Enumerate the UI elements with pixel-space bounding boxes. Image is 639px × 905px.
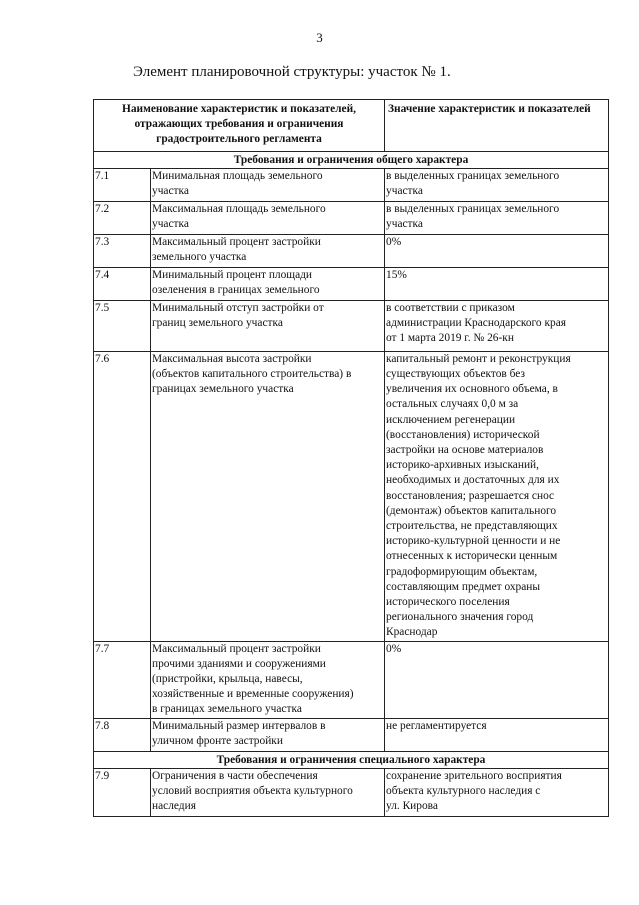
row-characteristic: Максимальный процент застройки прочими зданиями и сооружениями (пристройки, крыльца, навесы, хозяйственные и временные сооружения) в границах земельного участка (151, 641, 385, 718)
table-row (94, 267, 609, 300)
table-row (94, 201, 609, 234)
row-characteristic: Минимальная площадь земельного участка (151, 168, 385, 201)
page-number: 3 (316, 30, 323, 45)
section-row-general (94, 151, 609, 168)
row-value: капитальный ремонт и реконструкция существующих объектов без увеличения их основного объема, в остальных случаях 0,0 м за исключением регенерации (восстановления) исторической застройки на основе материалов историко-архивных изысканий, необходимых и достаточных для их восстановления; разрешается снос (демонтаж) объектов капитального строительства, не представляющих историко-культурной ценности и не отнесенных к исторически ценным градоформирующим объектам, составляющим предмет охраны исторического поселения регионального значения город Краснодар (385, 351, 609, 641)
row-characteristic: Максимальная высота застройки (объектов капитального строительства) в границах земельного участка (151, 351, 385, 641)
table-row (94, 351, 609, 641)
row-value: в выделенных границах земельного участка (385, 201, 609, 234)
row-value: в соответствии с приказом администрации Краснодарского края от 1 марта 2019 г. № 26-кн (385, 300, 609, 351)
row-value: не регламентируется (385, 718, 609, 751)
row-value: 15% (385, 267, 609, 300)
row-characteristic: Ограничения в части обеспечения условий восприятия объекта культурного наследия (151, 768, 385, 816)
section-general-title: Требования и ограничения общего характера (94, 151, 609, 168)
row-number: 7.1 (94, 168, 151, 201)
table-row (94, 641, 609, 718)
table-row (94, 718, 609, 751)
table-row (94, 168, 609, 201)
header-values: Значение характеристик и показателей (385, 100, 609, 152)
element-title: Элемент планировочной структуры: участок № 1. (133, 64, 451, 80)
row-characteristic: Минимальный процент площади озеленения в границах земельного (151, 267, 385, 300)
row-value: в выделенных границах земельного участка (385, 168, 609, 201)
requirements-table (93, 99, 609, 817)
row-value: сохранение зрительного восприятия объекта культурного наследия с ул. Кирова (385, 768, 609, 816)
row-characteristic: Максимальная площадь земельного участка (151, 201, 385, 234)
row-characteristic: Минимальный отступ застройки от границ земельного участка (151, 300, 385, 351)
row-characteristic: Максимальный процент застройки земельного участка (151, 234, 385, 267)
row-number: 7.9 (94, 768, 151, 816)
row-number: 7.8 (94, 718, 151, 751)
table-row (94, 234, 609, 267)
table-row (94, 300, 609, 351)
row-number: 7.3 (94, 234, 151, 267)
table-row (94, 768, 609, 816)
table-header-row (94, 100, 609, 152)
row-number: 7.5 (94, 300, 151, 351)
row-value: 0% (385, 641, 609, 718)
section-row-special (94, 751, 609, 768)
header-characteristics: Наименование характеристик и показателей, отражающих требования и ограничения градостроительного регламента (94, 100, 385, 152)
row-number: 7.6 (94, 351, 151, 641)
section-special-title: Требования и ограничения специального характера (94, 751, 609, 768)
row-characteristic: Минимальный размер интервалов в уличном фронте застройки (151, 718, 385, 751)
row-number: 7.2 (94, 201, 151, 234)
row-number: 7.4 (94, 267, 151, 300)
row-number: 7.7 (94, 641, 151, 718)
row-value: 0% (385, 234, 609, 267)
